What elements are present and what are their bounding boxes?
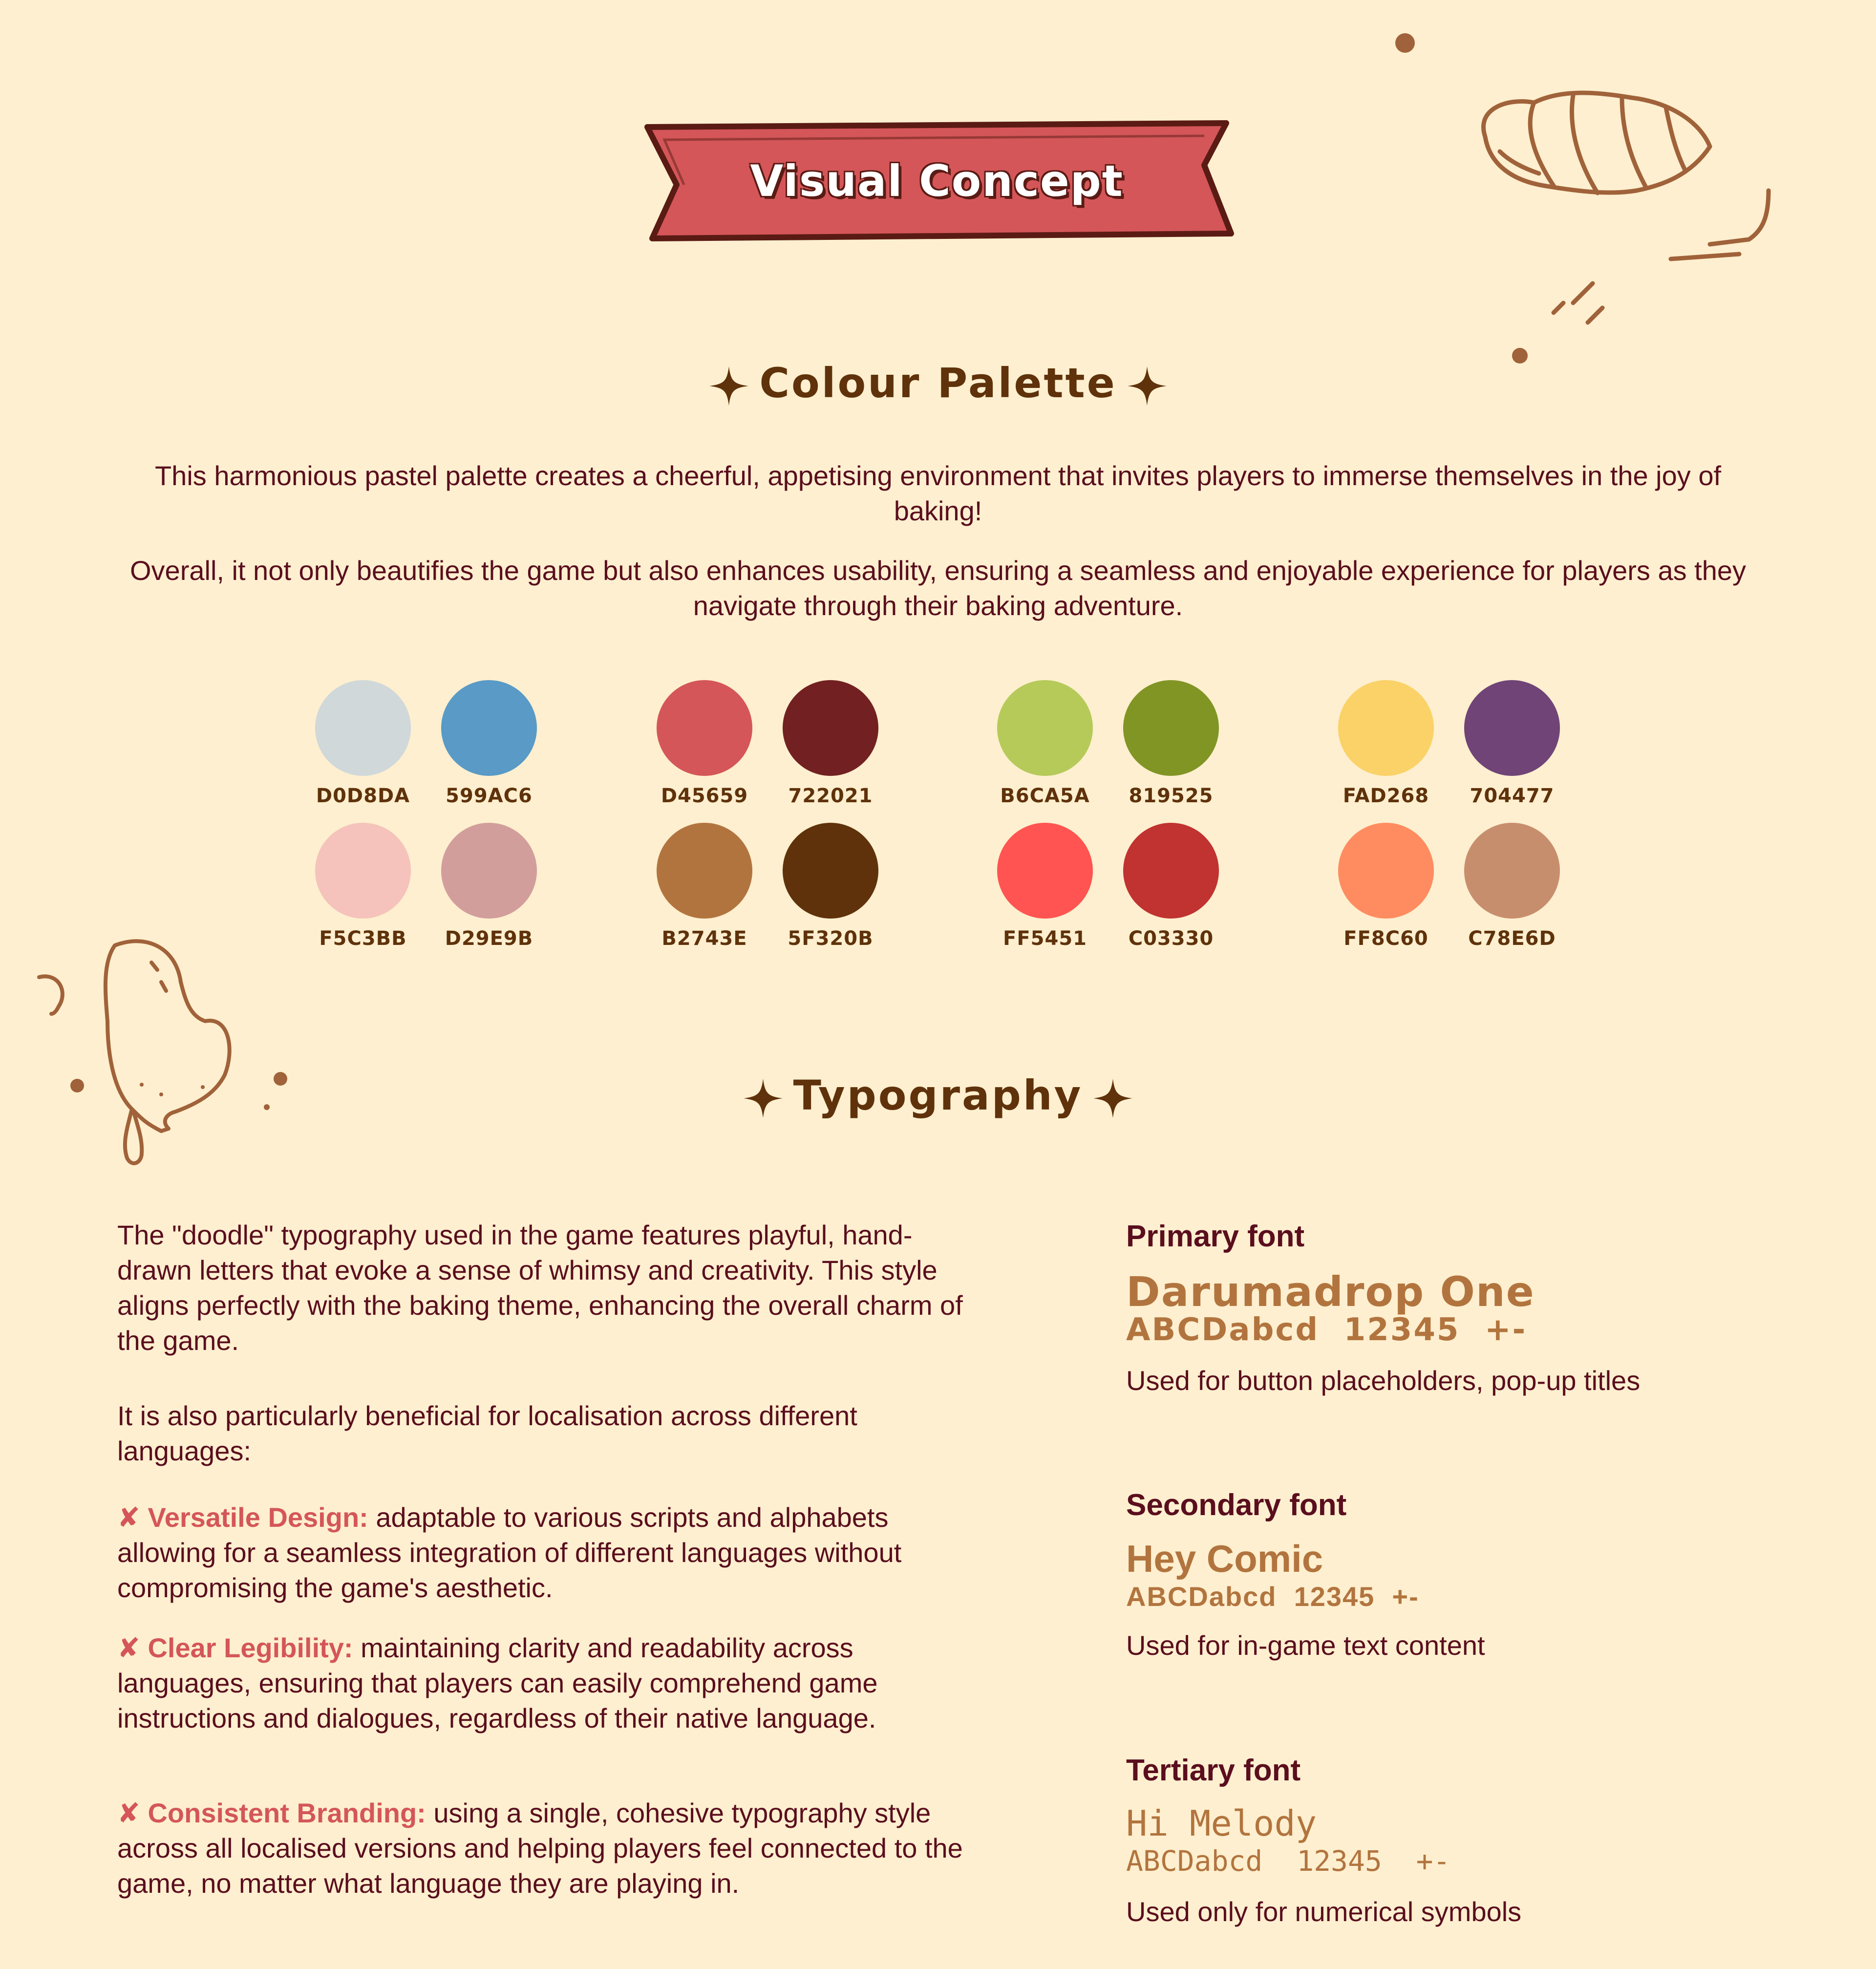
colour-swatch: [1463, 680, 1561, 807]
swatch-circle: [315, 680, 411, 776]
swatch-circle: [1464, 823, 1560, 919]
swatch-circle: [1338, 823, 1434, 919]
swatch-hex-label: FF5451: [1003, 927, 1087, 950]
tertiary-font-sample: ABCDabcd 12345 +-: [1126, 1844, 1450, 1878]
colour-swatch: [1463, 823, 1561, 950]
secondary-font-sample: ABCDabcd 12345 +-: [1126, 1581, 1419, 1612]
tertiary-font-label: Tertiary font: [1126, 1754, 1301, 1787]
sparkle-icon: [1093, 1079, 1132, 1118]
typography-intro-1: The "doodle" typography used in the game features playful, hand-drawn letters that evoke a sense of whimsy and creativity. This style aligns perfectly with the baking theme, enhancing the overall charm of the game.: [117, 1220, 963, 1356]
swatch-circle: [315, 823, 411, 919]
colour-swatch: [656, 680, 753, 807]
sparkle-icon: [744, 1079, 783, 1118]
colour-swatch: [1122, 823, 1220, 950]
palette-paragraph-1: This harmonious pastel palette creates a cheerful, appetising environment that invites players to immerse themselves in the joy of baking!: [154, 460, 1722, 526]
tertiary-font-usage: Used only for numerical symbols: [1126, 1896, 1522, 1927]
bullet-clear-legibility: [117, 1630, 972, 1736]
bullet-text: using a single, cohesive typography style across all localised versions and helping players feel connected to the game, no matter what language they are playing in.: [117, 1798, 963, 1899]
swatch-hex-label: 704477: [1470, 785, 1555, 807]
bullet-versatile-design: [117, 1500, 972, 1605]
palette-paragraph-2: Overall, it not only beautifies the game but also enhances usability, ensuring a seamless and enjoyable experience for players as they navigate through their baking adventure.: [130, 555, 1746, 621]
secondary-font-label: Secondary font: [1126, 1488, 1347, 1522]
colour-swatch: [1337, 823, 1435, 950]
tertiary-font-name: Hi Melody: [1126, 1803, 1317, 1844]
swatch-hex-label: D45659: [661, 785, 748, 807]
sparkle-icon: [709, 366, 748, 406]
swatch-circle: [783, 823, 878, 919]
bullet-term: Clear Legibility:: [148, 1632, 353, 1663]
swatch-circle: [783, 680, 878, 776]
primary-font-sample: ABCDabcd 12345 +-: [1126, 1312, 1527, 1348]
swatch-circle: [1123, 823, 1219, 919]
swatch-hex-label: 722021: [788, 785, 873, 807]
swatch-circle: [1123, 680, 1219, 776]
swatch-hex-label: F5C3BB: [319, 927, 407, 950]
bullet-marker-icon: ✘: [117, 1502, 140, 1533]
swatch-hex-label: FAD268: [1343, 785, 1429, 807]
colour-swatch: [996, 680, 1094, 807]
decor-dot: [1395, 33, 1415, 53]
swatch-circle: [657, 823, 752, 919]
bullet-text: adaptable to various scripts and alphabets allowing for a seamless integration of different languages without compromising the game's aesthetic.: [117, 1502, 902, 1603]
colour-swatch: [440, 680, 538, 807]
swatch-circle: [1338, 680, 1434, 776]
secondary-font-name: Hey Comic: [1126, 1537, 1323, 1580]
bullet-marker-icon: ✘: [117, 1798, 140, 1828]
croissant-icon: [1456, 29, 1798, 371]
swatch-circle: [657, 680, 752, 776]
swatch-circle: [997, 823, 1093, 919]
swatch-hex-label: D0D8DA: [316, 785, 410, 807]
colour-swatch: [782, 823, 879, 950]
swatch-hex-label: B6CA5A: [1000, 785, 1090, 807]
colour-swatch: [1122, 680, 1220, 807]
sparkle-icon: [1128, 366, 1167, 406]
typography-intro-2: It is also particularly beneficial for localisation across different languages:: [117, 1400, 857, 1466]
swatch-circle: [441, 680, 537, 776]
swatch-hex-label: 599AC6: [446, 785, 533, 807]
colour-palette-title: Colour Palette: [759, 359, 1117, 407]
swatch-hex-label: 5F320B: [788, 927, 874, 950]
bullet-text: maintaining clarity and readability across languages, ensuring that players can easily comprehend game instructions and dialogues, regardless of their native language.: [117, 1632, 878, 1734]
primary-font-name: Darumadrop One: [1126, 1268, 1535, 1316]
bullet-term: Versatile Design:: [148, 1502, 368, 1533]
swatch-hex-label: D29E9B: [445, 927, 533, 950]
bullet-consistent-branding: [117, 1796, 972, 1901]
swatch-circle: [1464, 680, 1560, 776]
colour-swatch: [656, 823, 753, 950]
colour-swatch: [314, 823, 412, 950]
colour-palette-heading: [0, 359, 1876, 407]
colour-swatch: [996, 823, 1094, 950]
primary-font-label: Primary font: [1126, 1220, 1305, 1253]
typography-title: Typography: [793, 1071, 1083, 1119]
bullet-term: Consistent Branding:: [148, 1798, 426, 1828]
swatch-hex-label: C03330: [1128, 927, 1214, 950]
typography-heading: [0, 1071, 1876, 1119]
colour-swatch: [314, 680, 412, 807]
bullet-marker-icon: ✘: [117, 1632, 140, 1663]
oven-mitt-icon: [29, 928, 303, 1182]
swatch-hex-label: B2743E: [661, 927, 747, 950]
swatch-circle: [441, 823, 537, 919]
colour-swatch: [782, 680, 879, 807]
swatch-circle: [997, 680, 1093, 776]
title-banner: [638, 116, 1236, 246]
colour-swatch: [440, 823, 538, 950]
swatch-hex-label: C78E6D: [1468, 927, 1556, 950]
swatch-hex-label: FF8C60: [1343, 927, 1428, 950]
swatch-hex-label: 819525: [1129, 785, 1214, 807]
banner-title: Visual Concept: [750, 156, 1124, 206]
colour-swatch: [1337, 680, 1435, 807]
secondary-font-usage: Used for in-game text content: [1126, 1630, 1485, 1661]
primary-font-usage: Used for button placeholders, pop-up titles: [1126, 1365, 1641, 1396]
